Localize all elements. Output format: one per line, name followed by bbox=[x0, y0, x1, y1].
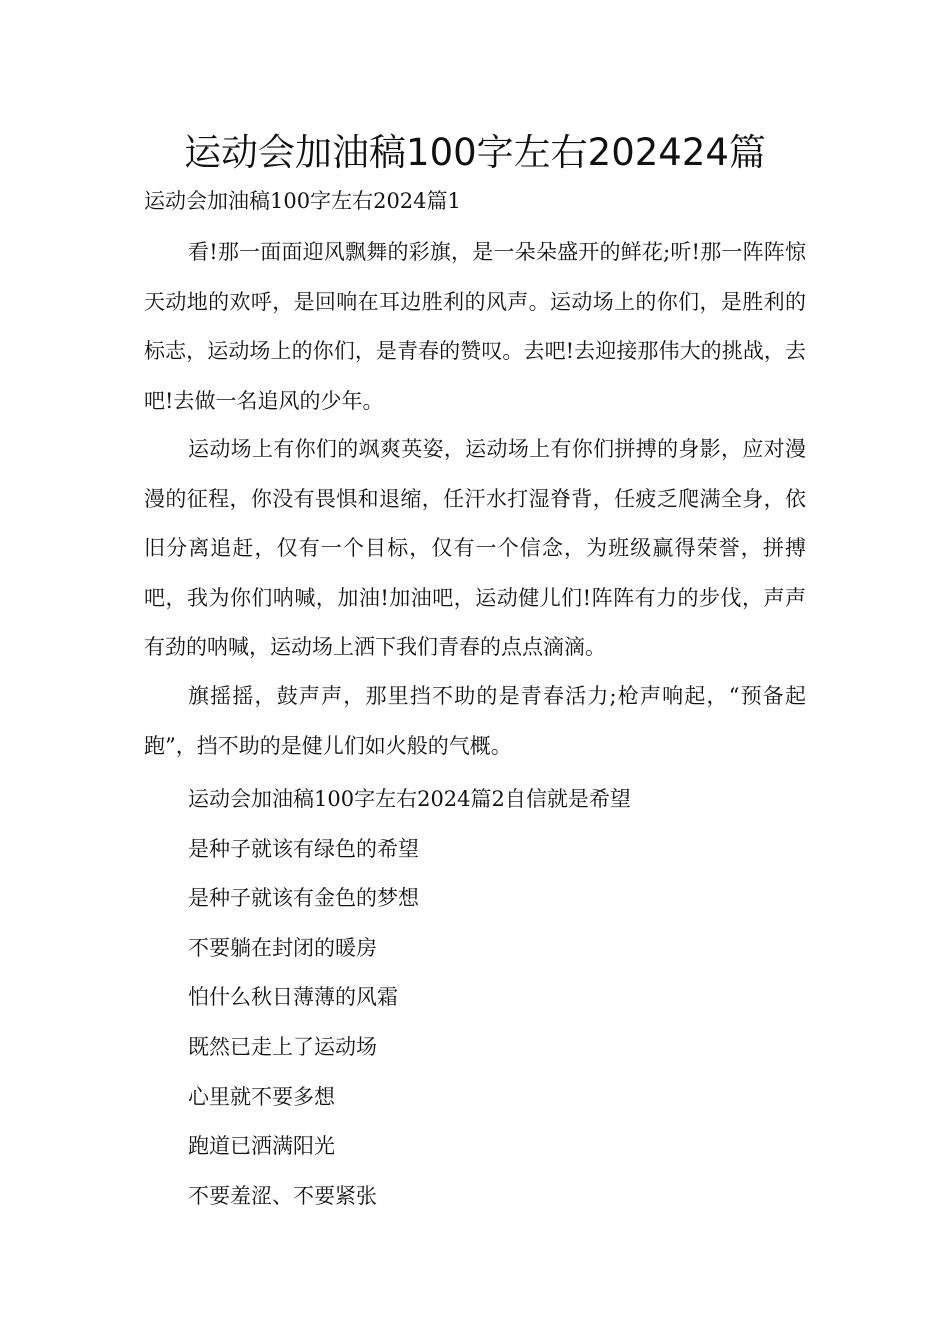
poem-line: 不要躺在封闭的暖房 bbox=[188, 936, 377, 960]
poem-line: 怕什么秋日薄薄的风霜 bbox=[188, 985, 398, 1009]
section-2-heading: 运动会加油稿100字左右2024篇2自信就是希望 bbox=[188, 787, 631, 811]
poem-line: 不要羞涩、不要紧张 bbox=[188, 1184, 377, 1208]
section-1-heading: 运动会加油稿100字左右2024篇1 bbox=[144, 189, 461, 213]
poem-line: 既然已走上了运动场 bbox=[188, 1035, 377, 1059]
paragraph-2: 运动场上有你们的飒爽英姿，运动场上有你们拼搏的身影，应对漫漫的征程，你没有畏惧和退缩，任汗水打湿脊背，任疲乏爬满全身，依旧分离追赶，仅有一个目标，仅有一个信念，为班级赢得荣誉，拼搏吧，我为你们呐喊，加油!加油吧，运动健儿们!阵阵有力的步伐，声声有劲的呐喊，运动场上洒下我们青春的点点滴滴。 bbox=[144, 437, 806, 659]
paragraph-1: 看!那一面面迎风飘舞的彩旗，是一朵朵盛开的鲜花;听!那一阵阵惊天动地的欢呼，是回响在耳边胜利的风声。运动场上的你们，是胜利的标志，运动场上的你们，是青春的赞叹。去吧!去迎接那伟大的挑战，去吧!去做一名追风的少年。 bbox=[144, 240, 806, 413]
poem-line: 跑道已洒满阳光 bbox=[188, 1134, 335, 1158]
paragraph-3: 旗摇摇，鼓声声，那里挡不助的是青春活力;枪声响起，“预备起跑”，挡不助的是健儿们如火般的气概。 bbox=[144, 684, 806, 758]
poem-line: 是种子就该有绿色的希望 bbox=[188, 837, 419, 861]
document-title: 运动会加油稿100字左右202424篇 bbox=[184, 131, 766, 174]
poem-line: 心里就不要多想 bbox=[188, 1085, 335, 1109]
poem-line: 是种子就该有金色的梦想 bbox=[188, 886, 419, 910]
